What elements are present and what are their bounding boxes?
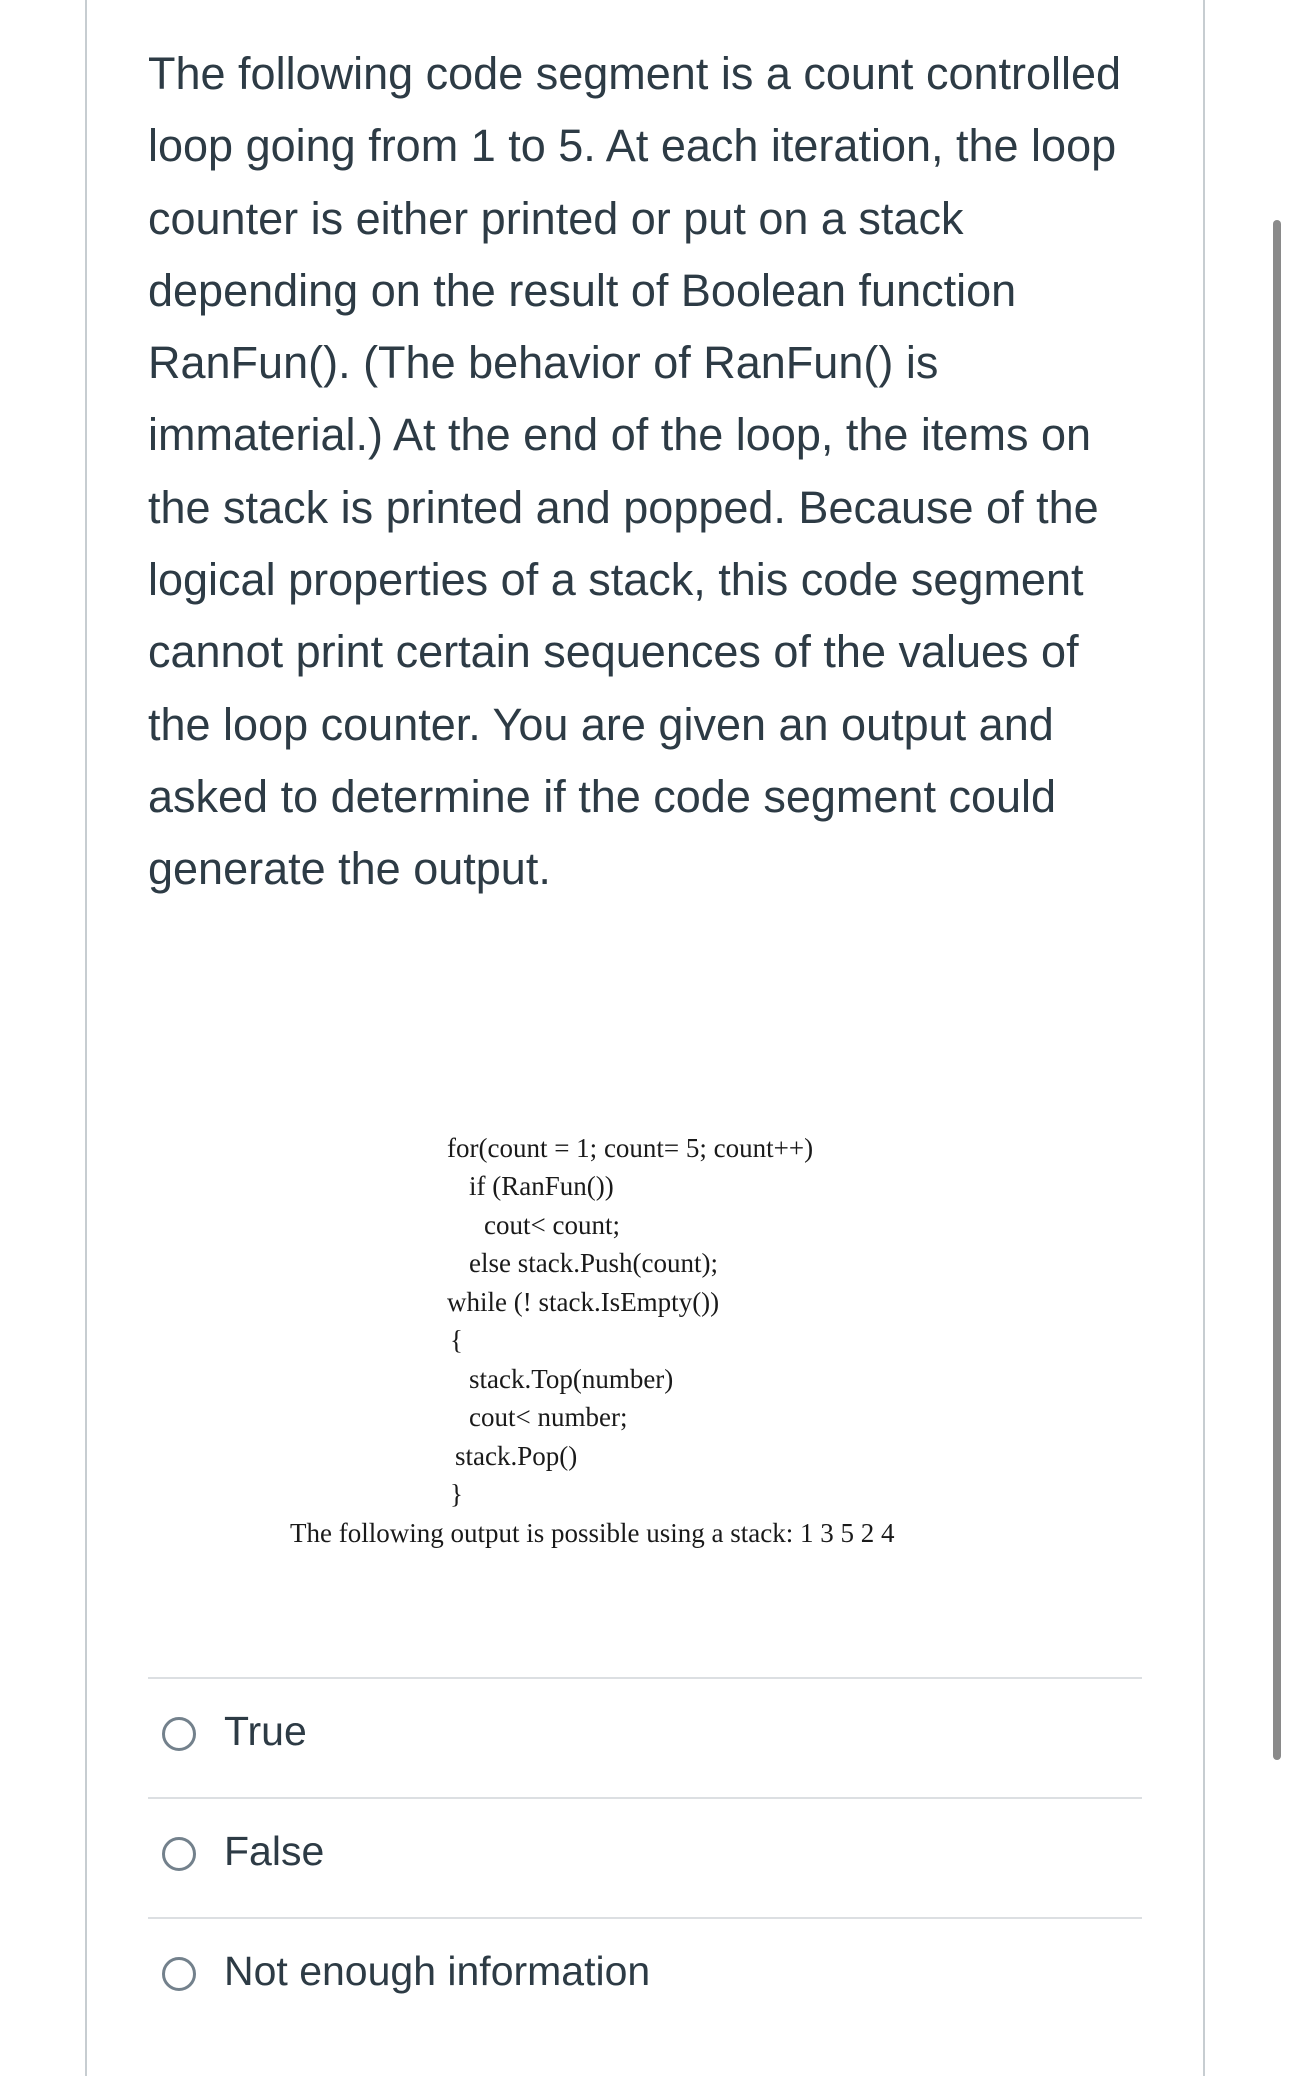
code-statement: The following output is possible using a stack: 1 3 5 2 4 (290, 1518, 895, 1548)
code-line-open-brace: { (450, 1325, 463, 1355)
choice-false[interactable] (148, 1799, 1142, 1917)
code-line-cout-number: cout< number; (469, 1402, 628, 1432)
code-line-for: for(count = 1; count= 5; count++) (447, 1133, 814, 1163)
choice-label-true: True (224, 1708, 307, 1754)
choice-label-not-enough-information: Not enough information (224, 1948, 651, 1994)
scrollbar[interactable] (1273, 220, 1281, 1760)
code-line-else-push: else stack.Push(count); (469, 1248, 718, 1278)
choice-not-enough-information[interactable] (148, 1919, 1142, 2037)
radio-button-true[interactable] (162, 1717, 196, 1751)
choice-true[interactable] (148, 1679, 1142, 1797)
content-left-border (85, 0, 87, 2076)
code-line-if: if (RanFun()) (469, 1171, 614, 1201)
content-right-border (1203, 0, 1205, 2076)
code-line-top: stack.Top(number) (469, 1364, 674, 1394)
choice-label-false: False (224, 1828, 325, 1874)
code-line-while: while (! stack.IsEmpty()) (447, 1287, 720, 1317)
radio-button-false[interactable] (162, 1837, 196, 1871)
radio-button-not-enough-information[interactable] (162, 1957, 196, 1991)
code-line-cout-count: cout< count; (484, 1210, 620, 1240)
question-text: The following code segment is a count controlled loop going from 1 to 5. At each iteration, the loop counter is either printed or put on a stack depending on the result of Boolean function RanFun(). (The behavior of RanFun() is immaterial.) At the end of the loop, the items on the stack is printed and popped. Because of the logical properties of a stack, this code segment cannot print certain sequences of the values of the loop counter. You are given an output and asked to determine if the code segment could generate the output. (148, 48, 1122, 895)
code-line-pop: stack.Pop() (455, 1441, 578, 1471)
code-line-close-brace: } (450, 1479, 463, 1509)
